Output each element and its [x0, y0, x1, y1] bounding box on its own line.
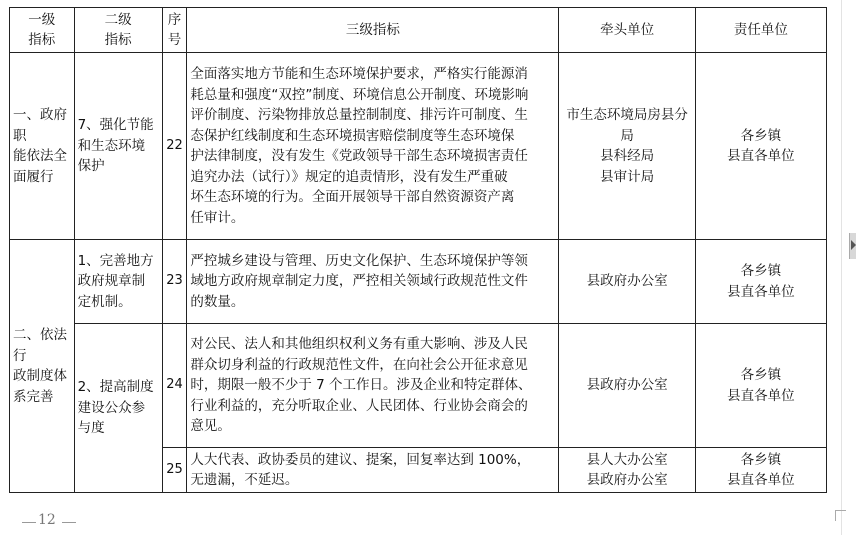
table-row [10, 324, 827, 448]
level1-cell: 二、依法行 政制度体 系完善 [10, 240, 75, 493]
side-panel-toggle[interactable] [849, 233, 856, 259]
seq-cell: 23 [162, 240, 187, 324]
level3-cell: 对公民、法人和其他组织权利义务有重大影响、涉及人民 群众切身利益的行政规范性文件，在向社会公开征求意见 时，期限一般不少于 7 个工作日。涉及企业和特定群体、 行业利益的，充分听取企业、人民团体、行业协会商会的 意见。 [187, 324, 559, 448]
header-level2: 二级 指标 [74, 8, 162, 53]
responsible-unit-cell: 各乡镇 县直各单位 [695, 324, 826, 448]
table-row [10, 53, 827, 240]
lead-unit-cell: 市生态环境局房县分局 县科经局 县审计局 [559, 53, 695, 240]
lead-unit-cell: 县政府办公室 [559, 240, 695, 324]
page-corner-mark [835, 510, 846, 521]
header-level1: 一级 指标 [10, 8, 75, 53]
header-resp: 责任单位 [695, 8, 826, 53]
header-level3: 三级指标 [187, 8, 559, 53]
page-edge [841, 0, 842, 535]
level3-cell: 人大代表、政协委员的建议、提案，回复率达到 100%， 无遗漏，不延迟。 [187, 448, 559, 493]
page-number-dash-left [22, 522, 36, 523]
indicator-table [9, 7, 827, 493]
table-row [10, 240, 827, 324]
page-number: 12 [38, 512, 56, 528]
level3-cell: 全面落实地方节能和生态环境保护要求，严格实行能源消 耗总量和强度“双控”制度、环境信息公开制度、环境影响 评价制度、污染物排放总量控制制度、排污许可制度、生 态保护红线制度和生态环境损害赔偿制度等生态环境保 护法律制度，没有发生《党政领导干部生态环境损害责任 追究办法（试行）》规定的追责情形，没有发生严重破 坏生态环境的行为。全面开展领导干部自然资源资产离 任审计。 [187, 53, 559, 240]
responsible-unit-cell: 各乡镇 县直各单位 [695, 240, 826, 324]
seq-cell: 24 [162, 324, 187, 448]
seq-cell: 25 [162, 448, 187, 493]
level2-cell: 1、完善地方 政府规章制 定机制。 [74, 240, 162, 324]
level1-cell: 一、政府职 能依法全 面履行 [10, 53, 75, 240]
responsible-unit-cell: 各乡镇 县直各单位 [695, 53, 826, 240]
lead-unit-cell: 县人大办公室 县政府办公室 [559, 448, 695, 493]
page-number-dash-right [62, 522, 76, 523]
header-seq: 序 号 [162, 8, 187, 53]
chevron-right-icon [851, 240, 856, 250]
table-header-row [10, 8, 827, 53]
lead-unit-cell: 县政府办公室 [559, 324, 695, 448]
responsible-unit-cell: 各乡镇 县直各单位 [695, 448, 826, 493]
level3-cell: 严控城乡建设与管理、历史文化保护、生态环境保护等领 域地方政府规章制定力度，严控相关领域行政规范性文件 的数量。 [187, 240, 559, 324]
header-lead: 牵头单位 [559, 8, 695, 53]
level2-cell: 7、强化节能 和生态环境 保护 [74, 53, 162, 240]
seq-cell: 22 [162, 53, 187, 240]
level2-cell: 2、提高制度 建设公众参 与度 [74, 324, 162, 493]
